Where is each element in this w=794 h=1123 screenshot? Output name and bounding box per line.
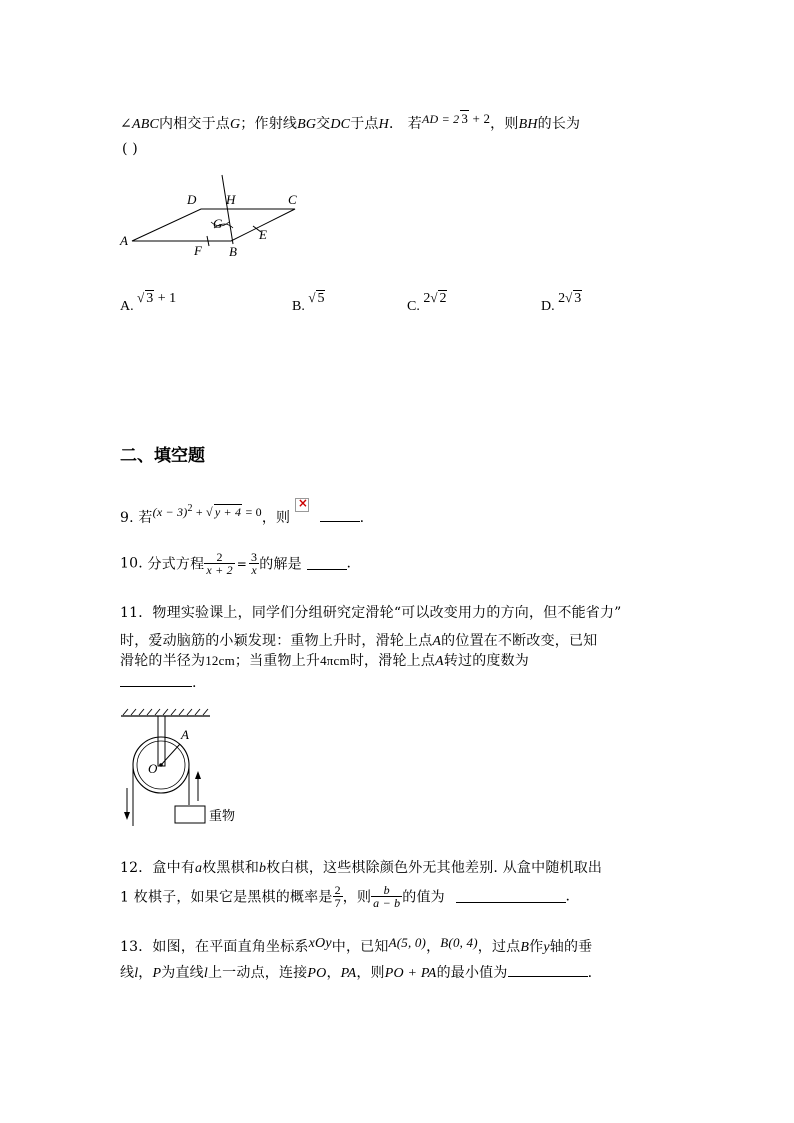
q10-fraction-1 xyxy=(204,551,234,576)
label-a: A xyxy=(120,233,128,248)
q13-line-l: l xyxy=(134,966,139,981)
q11-line3 xyxy=(120,650,529,670)
choice-a-tail: + 1 xyxy=(154,291,177,306)
q10-f2-den: x xyxy=(251,563,257,577)
q13-answer-blank[interactable] xyxy=(508,964,588,977)
choice-d-radicand: 3 xyxy=(574,291,582,306)
q10-post: 的解是 xyxy=(259,556,302,573)
q8-text: 交 xyxy=(316,116,331,132)
q10-f1-den: x + 2 xyxy=(206,563,233,577)
q8-bh: BH xyxy=(518,117,538,132)
q11-answer-line xyxy=(120,674,197,691)
q13-coord-system: xOy xyxy=(308,936,332,951)
q8-point-h: H xyxy=(378,117,389,132)
q11-text: 时，滑轮上点 xyxy=(349,653,436,669)
q13-text: ， xyxy=(138,965,153,981)
q12-line2 xyxy=(120,884,570,918)
q13-text: ，则 xyxy=(356,965,385,981)
q10-num: 10. xyxy=(120,555,143,572)
q8-ad-radicand: 3 xyxy=(461,111,469,126)
q13-text: 为直线 xyxy=(161,965,204,981)
pulley-label-o: O xyxy=(148,761,158,776)
q9-pre: 若 xyxy=(138,510,153,526)
q12-text: ，则 xyxy=(342,889,372,906)
pulley-label-a: A xyxy=(181,727,189,742)
q12-text: 枚白棋，这些棋除颜色外无其他差别. 从盒中随机取出 xyxy=(266,860,603,876)
q13-text: 13．如图，在平面直角坐标系 xyxy=(120,939,309,955)
q8-ad-tail: + 2 xyxy=(469,111,491,126)
choice-b[interactable]: B. √ 5 xyxy=(292,290,325,314)
q9: 9. 若$(x - 3)^2$ + √ y + 4 = 0，则 × . xyxy=(120,507,364,527)
pulley-figure xyxy=(118,708,248,833)
q10-f1-num: 2 xyxy=(204,551,234,564)
q13-line2 xyxy=(120,962,592,982)
q13-text: 上一动点，连接 xyxy=(207,965,308,981)
q8-ray-bg: BG xyxy=(297,117,317,132)
label-b: B xyxy=(229,244,237,259)
q10-fraction-2 xyxy=(249,551,259,576)
q13-sum: PO + PA xyxy=(384,966,437,981)
q13-line1 xyxy=(120,936,592,956)
q12-var-b: b xyxy=(259,861,267,876)
q11-text: 的位置在不断改变，已知 xyxy=(441,633,598,649)
q11-tail: . xyxy=(192,675,197,691)
q11-rise: 4πcm xyxy=(320,653,350,668)
q11-line2 xyxy=(120,630,597,650)
choice-c-radicand: 2 xyxy=(439,291,447,306)
choice-c-coef: 2 xyxy=(423,291,431,306)
q11-answer-blank[interactable] xyxy=(120,674,192,687)
q12-text: 12．盒中有 xyxy=(120,860,196,876)
q8-answer-paren: ( ) xyxy=(122,141,138,157)
angle-symbol: ∠ xyxy=(120,116,132,132)
q12-line1 xyxy=(120,857,602,877)
q11-radius: 12cm xyxy=(205,653,235,668)
label-e: E xyxy=(259,227,267,242)
q11-point-a: A xyxy=(432,634,442,649)
label-d: D xyxy=(187,192,197,207)
label-h: H xyxy=(226,192,236,207)
q8-text: ，则 xyxy=(490,116,519,132)
q12-text: 1 枚棋子，如果它是黑棋的概率是 xyxy=(120,889,333,906)
q8-side-dc: DC xyxy=(330,117,351,132)
q11-text: ；当重物上升 xyxy=(234,653,321,669)
q13-text: 的最小值为 xyxy=(436,965,508,981)
q12-var-a: a xyxy=(195,861,203,876)
q12-text: 的值为 xyxy=(402,889,445,906)
q9-exp: 2 xyxy=(187,503,193,514)
q12-fraction-expr xyxy=(371,884,402,909)
q8-text: 内相交于点 xyxy=(158,116,230,132)
q9-plus: + xyxy=(192,505,207,519)
choice-d-coef: 2 xyxy=(558,291,566,306)
label-g: G xyxy=(213,216,223,231)
q9-num: 9. xyxy=(120,510,134,526)
q8-point-g: G xyxy=(229,117,241,132)
q9-mid: ，则 xyxy=(261,510,291,526)
q12-f2-den: a − b xyxy=(373,896,401,910)
q13-point-p: P xyxy=(152,966,162,981)
q13-line-l: l xyxy=(203,966,208,981)
q8-angle-name: ABC xyxy=(131,117,159,132)
q8-line1 xyxy=(120,113,580,133)
choice-c-label: C. xyxy=(407,299,420,314)
q12-tail: . xyxy=(565,888,571,905)
q13-text: 中，已知 xyxy=(331,939,389,955)
choice-b-radicand: 5 xyxy=(317,291,325,306)
section-title: 二、填空题 xyxy=(120,446,205,466)
q10 xyxy=(120,551,351,581)
q13-point-b: B(0, 4) xyxy=(440,935,478,950)
q13-text: ，过点 xyxy=(477,939,521,955)
q8-text: ． 若 xyxy=(388,116,423,132)
q13-text: ， xyxy=(426,939,441,955)
label-c: C xyxy=(288,192,297,207)
q8-text: 于点 xyxy=(350,116,379,132)
q10-f2-num: 3 xyxy=(251,550,258,564)
q8-ad-expr: AD = 2 xyxy=(422,112,460,126)
q13-text: 轴的垂 xyxy=(549,939,593,955)
q11-line1: 11．物理实验课上，同学们分组研究定滑轮“可以改变用力的方向，但不能省力” xyxy=(120,605,622,621)
q12-f1-num: 2 xyxy=(334,883,341,897)
q13-point-a: A(5, 0) xyxy=(388,935,427,950)
q13-seg-po: PO xyxy=(307,966,327,981)
choice-c[interactable]: C. 2√ 2 xyxy=(407,290,447,314)
q13-y-axis: y xyxy=(543,940,550,955)
choice-a[interactable]: A. √ 3 + 1 xyxy=(120,290,177,314)
parallelogram-figure xyxy=(115,170,315,260)
q12-answer-blank[interactable] xyxy=(456,890,566,903)
choice-d[interactable]: D. 2√ 3 xyxy=(541,290,582,314)
q13-tail: . xyxy=(587,965,593,981)
q13-text: 线 xyxy=(120,965,135,981)
q10-pre: 分式方程 xyxy=(147,556,205,573)
label-f: F xyxy=(194,243,202,258)
choice-a-label: A. xyxy=(120,299,134,314)
q12-f1-den: 7 xyxy=(334,896,341,910)
q9-radicand: y + 4 xyxy=(214,505,242,519)
choice-a-radicand: 3 xyxy=(146,291,154,306)
q12-f2-num: b xyxy=(371,884,402,897)
q12-text: 枚黑棋和 xyxy=(202,860,260,876)
q11-text: 转过的度数为 xyxy=(443,653,530,669)
q9-tail: . xyxy=(359,510,365,526)
q9-expr-a: (x − 3) xyxy=(152,505,188,519)
q13-seg-pa: PA xyxy=(340,966,357,981)
q10-tail: . xyxy=(346,555,352,572)
q9-answer-blank[interactable] xyxy=(320,509,360,522)
q10-eq: = xyxy=(236,556,248,571)
q13-text: 作 xyxy=(529,939,544,955)
q11-point-a: A xyxy=(435,654,444,669)
broken-image-icon xyxy=(295,498,309,512)
q9-eq: = 0 xyxy=(242,505,262,519)
q10-answer-blank[interactable] xyxy=(307,557,347,570)
q13-var-b: B xyxy=(520,940,530,955)
q8-text: ；作射线 xyxy=(240,116,298,132)
choice-d-label: D. xyxy=(541,299,555,314)
q8-text: 的长为 xyxy=(537,116,581,132)
q11-text: 滑轮的半径为 xyxy=(120,653,206,669)
q12-fraction-prob xyxy=(333,884,343,909)
q11-text: 时，爱动脑筋的小颖发现：重物上升时，滑轮上点 xyxy=(120,633,433,649)
weight-label: 重物 xyxy=(209,809,236,824)
q13-text: ， xyxy=(326,965,341,981)
choice-b-label: B. xyxy=(292,299,305,314)
